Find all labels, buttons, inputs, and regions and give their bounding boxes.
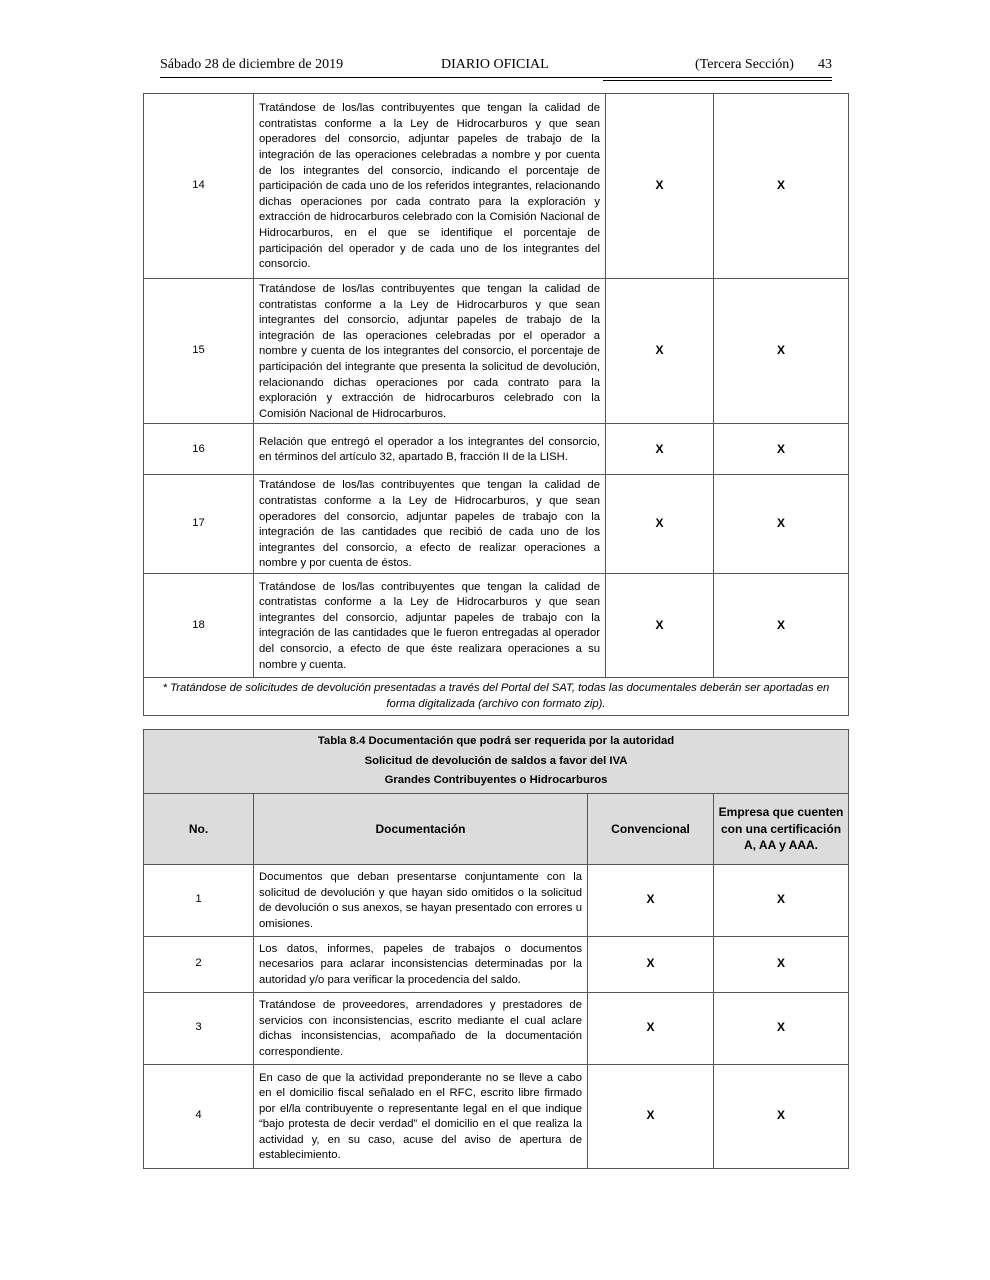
table-8-4 (143, 729, 849, 1169)
mark-convencional: X (606, 424, 714, 475)
table-row (144, 94, 849, 279)
caption-title: Tabla 8.4 Documentación que podrá ser requerida por la autoridad (317, 735, 675, 747)
table-caption (144, 730, 849, 794)
mark-convencional: X (588, 992, 714, 1064)
col-header-certificacion: Empresa que cuenten con una certificación A, AA y AAA. (714, 793, 849, 864)
mark-convencional: X (606, 94, 714, 279)
row-number: 2 (144, 936, 254, 992)
row-description: Tratándose de los/las contribuyentes que tengan la calidad de contratistas conforme a la Ley de Hidrocarburos y que sean integrantes del consorcio, adjuntar papeles de trabajo con la integración de las cantidades que le fueron entregadas al operador del consorcio, a efecto de que éste realizara operaciones a su nombre y cuenta. (254, 573, 606, 677)
col-header-convencional: Convencional (588, 793, 714, 864)
row-description: Tratándose de los/las contribuyentes que tengan la calidad de contratistas conforme a la Ley de Hidrocarburos y que sean integrantes del consorcio, adjuntar papeles de trabajo de la integración de las operaciones celebradas por el operador a nombre y cuenta de los integrantes del consorcio, el porcentaje de participación del integrante que presenta la solicitud de devolución, relacionando dichas operaciones por cada contrato para la exploración y extracción de hidrocarburos celebrado con la Comisión Nacional de Hidrocarburos. (254, 279, 606, 424)
mark-convencional: X (588, 864, 714, 936)
row-description: Documentos que deban presentarse conjuntamente con la solicitud de devolución y que hayan sido omitidos o la solicitud de devolución o sus anexos, se hayan presentado con errores u omisiones. (254, 864, 588, 936)
mark-convencional: X (588, 1064, 714, 1168)
table-note-row (144, 677, 849, 715)
row-description: Tratándose de los/las contribuyentes que tengan la calidad de contratistas conforme a la Ley de Hidrocarburos y que sean operadores del consorcio, adjuntar papeles de trabajo de la integración de las operaciones celebradas a nombre y por cuenta de los integrantes del consorcio, indicando el porcentaje de participación de cada uno de los referidos integrantes, relacionando dichas operaciones por cada contrato para la exploración y extracción de hidrocarburos celebrado con la Comisión Nacional de Hidrocarburos, en el que se identifique el porcentaje de participación del operador y de cada uno de los integrantes del consorcio. (254, 94, 606, 279)
table-caption-row (144, 730, 849, 794)
caption-subtitle: Solicitud de devolución de saldos a favor del IVA (364, 754, 628, 767)
mark-convencional: X (606, 475, 714, 574)
table-row (144, 864, 849, 936)
row-number: 3 (144, 992, 254, 1064)
header-rule (603, 80, 832, 81)
mark-convencional: X (606, 279, 714, 424)
caption-category: Grandes Contribuyentes o Hidrocarburos (384, 774, 608, 787)
mark-certificacion: X (714, 94, 849, 279)
mark-certificacion: X (714, 279, 849, 424)
row-number: 16 (144, 424, 254, 475)
row-description: Tratándose de los/las contribuyentes que tengan la calidad de contratistas conforme a la Ley de Hidrocarburos, y que sean operadores del consorcio, adjuntar papeles de trabajo con la integración de las cantidades que recibió de cada uno de los integrantes del consorcio, a efecto de realizar operaciones a nombre y por cuenta de éstos. (254, 475, 606, 574)
col-header-no: No. (144, 793, 254, 864)
table-row (144, 573, 849, 677)
row-number: 17 (144, 475, 254, 574)
col-header-documentacion: Documentación (254, 793, 588, 864)
table-row (144, 992, 849, 1064)
mark-certificacion: X (714, 1064, 849, 1168)
column-header-row (144, 793, 849, 864)
row-number: 18 (144, 573, 254, 677)
mark-certificacion: X (714, 864, 849, 936)
table-row (144, 936, 849, 992)
row-description: Los datos, informes, papeles de trabajos o documentos necesarios para aclarar inconsistencias determinadas por la autoridad y/o para verificar la procedencia del saldo. (254, 936, 588, 992)
mark-certificacion: X (714, 573, 849, 677)
row-number: 4 (144, 1064, 254, 1168)
header-date: Sábado 28 de diciembre de 2019 (160, 57, 344, 72)
row-number: 1 (144, 864, 254, 936)
table-row (144, 424, 849, 475)
row-description: Tratándose de proveedores, arrendadores y prestadores de servicios con inconsistencias, escrito mediante el cual aclare dichas inconsistencias, acompañado de la documentación correspondiente. (254, 992, 588, 1064)
header-publication: DIARIO OFICIAL (441, 57, 549, 72)
mark-certificacion: X (714, 475, 849, 574)
header-page-number: 43 (818, 57, 832, 72)
table-row (144, 1064, 849, 1168)
header-section: (Tercera Sección) (695, 57, 794, 72)
table-footnote: * Tratándose de solicitudes de devolución presentadas a través del Portal del SAT, todas las documentales deberán ser aportadas en forma digitalizada (archivo con formato zip). (144, 677, 849, 715)
row-description: En caso de que la actividad preponderante no se lleve a cabo en el domicilio fiscal señalado en el RFC, escrito libre firmado por el/la contribuyente o representante legal en el que indique “bajo protesta de decir verdad” el domicilio en el que realiza la actividad y, en su caso, acuse del aviso de apertura de establecimiento. (254, 1064, 588, 1168)
continued-table (143, 93, 849, 716)
row-description: Relación que entregó el operador a los integrantes del consorcio, en términos del artículo 32, apartado B, fracción II de la LISH. (254, 424, 606, 475)
mark-certificacion: X (714, 424, 849, 475)
mark-certificacion: X (714, 936, 849, 992)
mark-convencional: X (588, 936, 714, 992)
mark-convencional: X (606, 573, 714, 677)
page-header (160, 57, 832, 78)
row-number: 14 (144, 94, 254, 279)
mark-certificacion: X (714, 992, 849, 1064)
row-number: 15 (144, 279, 254, 424)
table-row (144, 279, 849, 424)
table-row (144, 475, 849, 574)
